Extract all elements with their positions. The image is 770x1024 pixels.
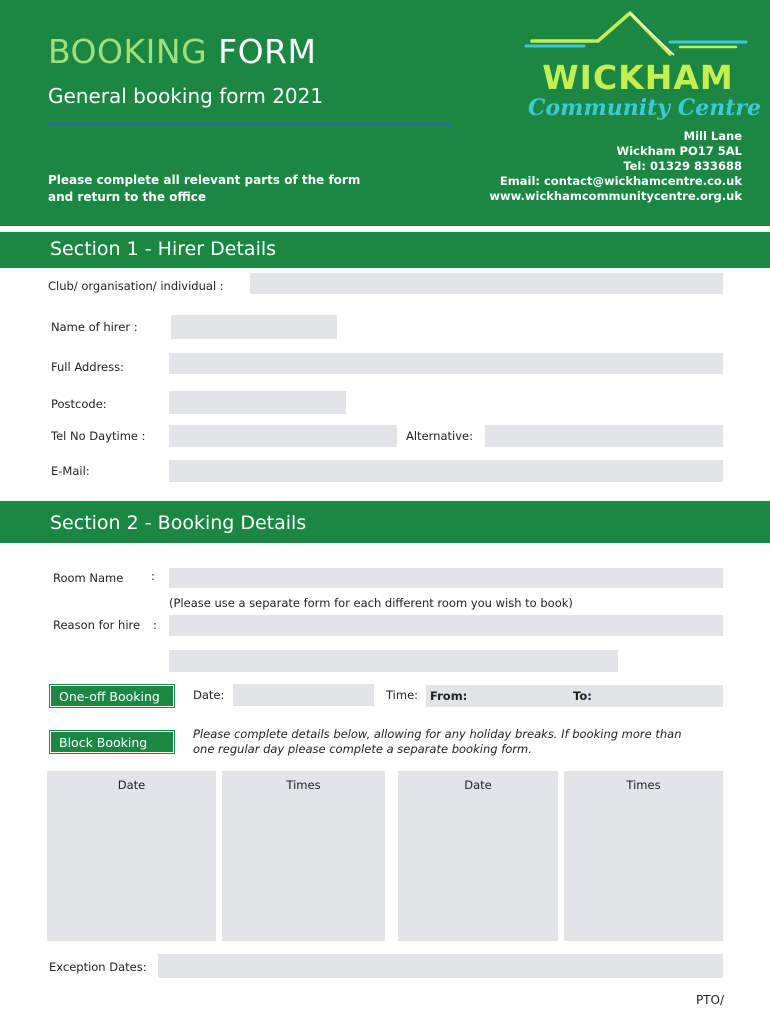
form-title <box>48 32 317 71</box>
hirer-name-label: Name of hirer : <box>51 320 138 334</box>
one-off-booking-tag: One-off Booking <box>50 685 174 707</box>
time-from-label: From: <box>430 689 468 703</box>
contact-website: www.wickhamcommunitycentre.org.uk <box>489 189 742 203</box>
contact-phone: Tel: 01329 833688 <box>623 159 742 173</box>
alternative-field[interactable] <box>485 425 723 447</box>
contact-email: Email: contact@wickhamcentre.co.uk <box>499 174 742 188</box>
email-label: E-Mail: <box>51 464 90 478</box>
title-form: FORM <box>218 32 317 71</box>
room-name-label: Room Name <box>53 571 124 585</box>
reason-colon: : <box>153 618 157 632</box>
hirer-name-field[interactable] <box>171 315 337 339</box>
reason-field-1[interactable] <box>169 615 723 636</box>
reason-field-2[interactable] <box>169 650 618 672</box>
intro-line-2: and return to the office <box>48 190 207 204</box>
block-note-line-1: Please complete details below, allowing for any holiday breaks. If booking more than <box>193 727 682 741</box>
club-field[interactable] <box>250 273 723 294</box>
time-field[interactable] <box>426 685 723 707</box>
time-to-label: To: <box>573 689 592 703</box>
contact-address-2: Wickham PO17 5AL <box>616 144 742 158</box>
oneoff-date-label: Date: <box>193 688 225 702</box>
form-subtitle: General booking form 2021 <box>48 84 324 108</box>
block-date-header-1: Date <box>117 778 146 792</box>
postcode-label: Postcode: <box>51 397 107 411</box>
address-field[interactable] <box>169 353 723 374</box>
title-booking: BOOKING <box>48 32 208 71</box>
block-times-column-2[interactable] <box>564 771 723 941</box>
section-2-title: Section 2 - Booking Details <box>50 512 307 534</box>
block-booking-tag: Block Booking <box>50 731 174 753</box>
club-label: Club/ organisation/ individual : <box>48 279 224 293</box>
contact-block <box>489 129 742 204</box>
block-booking-note <box>193 727 723 757</box>
oneoff-date-field[interactable] <box>233 684 374 706</box>
logo-community-centre: Community Centre <box>528 95 761 121</box>
reason-label: Reason for hire <box>53 618 141 632</box>
block-times-column-1[interactable] <box>222 771 385 941</box>
email-field[interactable] <box>169 460 723 482</box>
block-date-column-2[interactable] <box>398 771 558 941</box>
room-name-field[interactable] <box>169 568 723 588</box>
contact-address-1: Mill Lane <box>683 129 742 143</box>
block-date-column-1[interactable] <box>47 771 216 941</box>
pto-text: PTO/ <box>695 993 724 1007</box>
block-times-header-2: Times <box>626 778 661 792</box>
tel-daytime-label: Tel No Daytime : <box>51 429 146 443</box>
exception-dates-field[interactable] <box>158 954 723 978</box>
room-note: (Please use a separate form for each different room you wish to book) <box>169 596 573 610</box>
postcode-field[interactable] <box>169 391 346 414</box>
section-2-header <box>0 501 770 543</box>
section-1-header <box>0 232 770 268</box>
tel-daytime-field[interactable] <box>169 425 397 447</box>
section-1-title: Section 1 - Hirer Details <box>50 238 277 260</box>
time-label: Time: <box>386 688 419 702</box>
title-divider <box>48 124 452 125</box>
address-label: Full Address: <box>51 360 124 374</box>
exception-dates-label: Exception Dates: <box>49 960 147 974</box>
block-date-header-2: Date <box>464 778 492 792</box>
intro-text <box>48 172 368 206</box>
alternative-label: Alternative: <box>406 429 473 443</box>
room-name-colon: : <box>151 569 155 583</box>
logo-wickham: WICKHAM <box>542 58 734 97</box>
block-note-line-2: one regular day please complete a separate booking form. <box>193 742 532 756</box>
intro-line-1: Please complete all relevant parts of the form <box>48 173 361 187</box>
block-times-header-1: Times <box>286 778 321 792</box>
